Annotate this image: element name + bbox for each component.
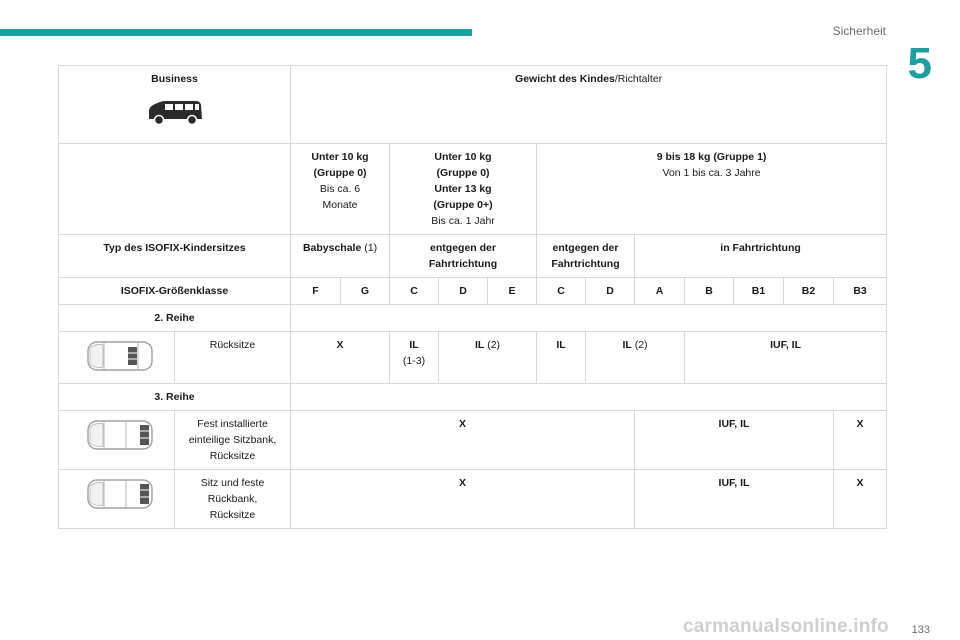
size-class-cell: B3 [834,278,887,305]
size-class-cell: C [537,278,586,305]
size-class-row [59,278,887,305]
group-row-empty-cell [59,144,291,235]
row2-value-d2: IL [622,339,632,351]
size-class-label: ISOFIX-Größenklasse [59,278,291,305]
group-0plus-title: Unter 10 kg (Gruppe 0) Unter 13 kg (Gruppe 0+) [433,151,493,211]
row2-icon-cell [59,332,175,384]
row2-title: 2. Reihe [59,305,291,332]
group-0-title: Unter 10 kg (Gruppe 0) [311,151,369,179]
group-1-title: 9 bis 18 kg (Gruppe 1) [656,151,767,163]
vehicle-label: Business [151,73,198,85]
row2-value-forward: IUF, IL [685,332,887,384]
row2-value-d2-note: (2) [631,339,648,351]
row3-value-rear: X [291,470,635,529]
table-header-row [59,66,887,144]
row2-data-row [59,332,887,384]
row3-seat-label: Fest installierte einteilige Sitzbank, Rücksitze [175,411,291,470]
group-1-cell [537,144,887,235]
row3-title: 3. Reihe [59,384,291,411]
header-accent-bar [0,29,472,36]
size-class-cell: E [488,278,537,305]
size-class-cell: D [439,278,488,305]
van-icon [146,99,204,125]
row2-value-c-cell [390,332,439,384]
row3-data-row [59,411,887,470]
car-layout-row3-icon [86,477,154,511]
row3-icon-cell [59,411,175,470]
row3-value-forward: IUF, IL [635,411,834,470]
babyschale-note: (1) [361,242,378,254]
row2-value-c-note: (1-3) [402,355,426,367]
row2-value-de: IL [474,339,485,351]
rear-facing-cell-2: entgegen der Fahrtrichtung [537,235,635,278]
size-class-cell: F [291,278,341,305]
row2-value-d2-cell [586,332,685,384]
group-0-cell [291,144,390,235]
row2-value-de-note: (2) [484,339,501,351]
vehicle-cell [59,66,291,144]
type-row-label: Typ des ISOFIX-Kindersitzes [59,235,291,278]
size-class-cell: A [635,278,685,305]
rear-facing-cell-1: entgegen der Fahrtrichtung [390,235,537,278]
row3-title-row [59,384,887,411]
size-class-cell: C [390,278,439,305]
row3-data-row [59,470,887,529]
weight-suffix: /Richtalter [614,73,663,85]
car-layout-row3-icon [86,418,154,452]
group-row [59,144,887,235]
row2-seat-label: Rücksitze [175,332,291,384]
weight-header-cell [291,66,887,144]
size-class-cell: B [685,278,734,305]
babyschale-label: Babyschale [302,242,362,254]
babyschale-cell [291,235,390,278]
type-row [59,235,887,278]
group-0-age: Bis ca. 6 Monate [319,183,361,211]
chapter-number: 5 [907,39,932,88]
car-layout-row2-icon [86,339,154,373]
row2-title-row [59,305,887,332]
size-class-cell: B2 [784,278,834,305]
row3-icon-cell [59,470,175,529]
group-0plus-age: Bis ca. 1 Jahr [431,215,495,227]
row2-title-empty-cell [291,305,887,332]
group-0plus-cell [390,144,537,235]
size-class-cell: D [586,278,635,305]
row2-value-c2: IL [537,332,586,384]
row3-value-b3: X [834,470,887,529]
page-number: 133 [911,624,930,636]
row3-title-empty-cell [291,384,887,411]
size-class-cell: G [341,278,390,305]
isofix-table [58,65,887,529]
group-1-age: Von 1 bis ca. 3 Jahre [662,167,761,179]
watermark-text[interactable]: carmanualsonline.info [683,616,889,637]
row2-value-c: IL [409,339,419,351]
row2-value-de-cell [439,332,537,384]
forward-facing-cell: in Fahrtrichtung [635,235,887,278]
row2-value-fg: X [291,332,390,384]
row3-value-forward: IUF, IL [635,470,834,529]
row3-value-rear: X [291,411,635,470]
size-class-cell: B1 [734,278,784,305]
weight-title: Gewicht des Kindes [515,73,615,85]
row3-value-b3: X [834,411,887,470]
row3-seat-label: Sitz und feste Rückbank, Rücksitze [175,470,291,529]
section-title: Sicherheit [832,24,886,38]
